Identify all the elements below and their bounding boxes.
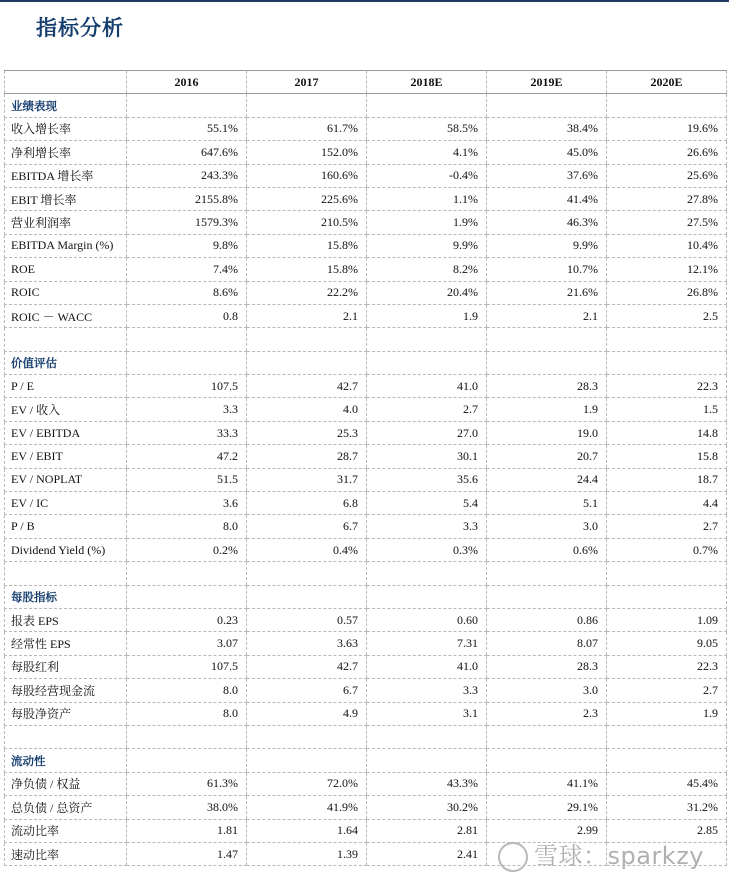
row-label: EBITDA 增长率: [5, 164, 127, 187]
table-cell: [247, 328, 367, 351]
table-cell: 1.1%: [367, 187, 487, 210]
table-header-row: [5, 71, 727, 94]
table-cell: 22.3: [607, 655, 727, 678]
table-cell: 72.0%: [247, 772, 367, 795]
table-cell: 0.7%: [607, 538, 727, 561]
table-cell: 25.3: [247, 421, 367, 444]
table-cell: 2.81: [367, 819, 487, 842]
table-cell: 9.9%: [487, 234, 607, 257]
table-row: [5, 258, 727, 281]
header-col-2016: 2016: [127, 71, 247, 94]
table-cell: 3.6: [127, 492, 247, 515]
table-cell: 25.6%: [607, 164, 727, 187]
table-row: [5, 632, 727, 655]
header-col-2018e: 2018E: [367, 71, 487, 94]
table-row: [5, 655, 727, 678]
section-title: 每股指标: [5, 585, 127, 608]
table-row: [5, 187, 727, 210]
table-cell: [247, 351, 367, 374]
table-cell: 1579.3%: [127, 211, 247, 234]
table-cell: 21.6%: [487, 281, 607, 304]
table-cell: 28.7: [247, 445, 367, 468]
table-cell: 27.0: [367, 421, 487, 444]
spacer-row: [5, 328, 727, 351]
table-cell: [607, 749, 727, 772]
table-cell: 0.60: [367, 608, 487, 631]
section-row: [5, 585, 727, 608]
table-cell: 29.1%: [487, 796, 607, 819]
table-cell: 107.5: [127, 655, 247, 678]
table-row: [5, 492, 727, 515]
table-cell: 35.6: [367, 468, 487, 491]
table-cell: [247, 585, 367, 608]
row-label: 净利增长率: [5, 141, 127, 164]
section-title: 流动性: [5, 749, 127, 772]
table-cell: 0.23: [127, 608, 247, 631]
table-cell: [367, 749, 487, 772]
row-label: ROIC － WACC: [5, 304, 127, 327]
table-cell: [367, 94, 487, 117]
table-cell: [247, 94, 367, 117]
table-cell: [607, 351, 727, 374]
table-cell: 0.3%: [367, 538, 487, 561]
table-cell: [607, 328, 727, 351]
top-rule: [0, 0, 729, 2]
table-cell: 28.3: [487, 375, 607, 398]
table-cell: 41.0: [367, 375, 487, 398]
table-cell: 46.3%: [487, 211, 607, 234]
table-cell: 42.7: [247, 375, 367, 398]
row-label: Dividend Yield (%): [5, 538, 127, 561]
spacer-row: [5, 725, 727, 748]
row-label: 流动比率: [5, 819, 127, 842]
table-cell: 4.0: [247, 398, 367, 421]
table-cell: [127, 585, 247, 608]
table-cell: 0.2%: [127, 538, 247, 561]
table-row: [5, 211, 727, 234]
table-row: [5, 468, 727, 491]
table-cell: 2.7: [607, 515, 727, 538]
table-cell: 152.0%: [247, 141, 367, 164]
table-cell: 1.9: [367, 304, 487, 327]
table-cell: 41.1%: [487, 772, 607, 795]
table-cell: 55.1%: [127, 117, 247, 140]
table-cell: 2.1: [247, 304, 367, 327]
row-label: 每股红利: [5, 655, 127, 678]
row-label: 速动比率: [5, 842, 127, 865]
table-cell: [487, 328, 607, 351]
table-cell: 1.9: [487, 398, 607, 421]
table-row: [5, 772, 727, 795]
table-cell: [487, 562, 607, 585]
table-cell: [487, 749, 607, 772]
row-label: 报表 EPS: [5, 608, 127, 631]
table-cell: 22.3: [607, 375, 727, 398]
spacer-row: [5, 562, 727, 585]
table-cell: 12.1%: [607, 258, 727, 281]
table-cell: 26.6%: [607, 141, 727, 164]
table-cell: 58.5%: [367, 117, 487, 140]
table-cell: 8.0: [127, 515, 247, 538]
row-label: 经常性 EPS: [5, 632, 127, 655]
table-row: [5, 421, 727, 444]
table-cell: 41.4%: [487, 187, 607, 210]
table-cell: 4.1%: [367, 141, 487, 164]
table-cell: 10.4%: [607, 234, 727, 257]
table-cell: 15.8%: [247, 258, 367, 281]
table-cell: 0.57: [247, 608, 367, 631]
table-row: [5, 281, 727, 304]
table-row: [5, 538, 727, 561]
row-label: [5, 328, 127, 351]
table-cell: 28.3: [487, 655, 607, 678]
table-cell: 9.9%: [367, 234, 487, 257]
table-cell: 5.1: [487, 492, 607, 515]
table-cell: 225.6%: [247, 187, 367, 210]
table-row: [5, 515, 727, 538]
table-cell: 1.9%: [367, 211, 487, 234]
table-row: [5, 608, 727, 631]
table-cell: 41.9%: [247, 796, 367, 819]
table-cell: 37.6%: [487, 164, 607, 187]
header-col-2019e: 2019E: [487, 71, 607, 94]
table-body: [5, 71, 727, 866]
table-cell: 27.5%: [607, 211, 727, 234]
table-cell: 6.8: [247, 492, 367, 515]
table-cell: 27.8%: [607, 187, 727, 210]
table-cell: 19.0: [487, 421, 607, 444]
table-cell: 1.39: [247, 842, 367, 865]
table-cell: [247, 749, 367, 772]
row-label: EBIT 增长率: [5, 187, 127, 210]
table-cell: [607, 585, 727, 608]
table-cell: 38.4%: [487, 117, 607, 140]
table-cell: 210.5%: [247, 211, 367, 234]
table-cell: 243.3%: [127, 164, 247, 187]
row-label: 每股净资产: [5, 702, 127, 725]
table-cell: 30.2%: [367, 796, 487, 819]
watermark-text: 雪球：sparkzy: [534, 842, 705, 870]
table-cell: [127, 351, 247, 374]
row-label: EV / EBITDA: [5, 421, 127, 444]
table-cell: 8.07: [487, 632, 607, 655]
table-cell: 61.3%: [127, 772, 247, 795]
header-corner: [5, 71, 127, 94]
row-label: [5, 562, 127, 585]
section-title: 价值评估: [5, 351, 127, 374]
row-label: ROIC: [5, 281, 127, 304]
header-col-2017: 2017: [247, 71, 367, 94]
table-row: [5, 445, 727, 468]
table-cell: 2.85: [607, 819, 727, 842]
table-cell: [367, 351, 487, 374]
table-cell: 3.0: [487, 679, 607, 702]
table-cell: 38.0%: [127, 796, 247, 819]
table-cell: [247, 725, 367, 748]
section-row: [5, 94, 727, 117]
row-label: P / E: [5, 375, 127, 398]
table-cell: [127, 328, 247, 351]
table-cell: 24.4: [487, 468, 607, 491]
table-cell: 9.05: [607, 632, 727, 655]
table-cell: [607, 562, 727, 585]
table-cell: 160.6%: [247, 164, 367, 187]
table-cell: 0.4%: [247, 538, 367, 561]
row-label: ROE: [5, 258, 127, 281]
row-label: EV / NOPLAT: [5, 468, 127, 491]
table-cell: 2.41: [367, 842, 487, 865]
table-cell: 14.8: [607, 421, 727, 444]
table-cell: 7.31: [367, 632, 487, 655]
table-row: [5, 117, 727, 140]
table-cell: 45.4%: [607, 772, 727, 795]
table-cell: [487, 725, 607, 748]
table-cell: 3.3: [127, 398, 247, 421]
table-cell: 61.7%: [247, 117, 367, 140]
table-cell: 1.9: [607, 702, 727, 725]
table-cell: 30.1: [367, 445, 487, 468]
table-row: [5, 304, 727, 327]
table-cell: 1.47: [127, 842, 247, 865]
table-cell: 9.8%: [127, 234, 247, 257]
table-row: [5, 164, 727, 187]
row-label: P / B: [5, 515, 127, 538]
row-label: EBITDA Margin (%): [5, 234, 127, 257]
table-cell: 5.4: [367, 492, 487, 515]
table-row: [5, 375, 727, 398]
table-cell: 18.7: [607, 468, 727, 491]
table-cell: 3.3: [367, 679, 487, 702]
watermark: [498, 836, 704, 872]
table-cell: 45.0%: [487, 141, 607, 164]
table-cell: [487, 585, 607, 608]
table-cell: 3.3: [367, 515, 487, 538]
table-cell: 47.2: [127, 445, 247, 468]
table-cell: 0.86: [487, 608, 607, 631]
table-cell: [487, 351, 607, 374]
table-cell: [367, 328, 487, 351]
table-cell: 19.6%: [607, 117, 727, 140]
table-cell: 1.5: [607, 398, 727, 421]
table-cell: 2155.8%: [127, 187, 247, 210]
header-col-2020e: 2020E: [607, 71, 727, 94]
table-row: [5, 679, 727, 702]
table-cell: 2.3: [487, 702, 607, 725]
table-cell: 8.2%: [367, 258, 487, 281]
table-row: [5, 234, 727, 257]
table-cell: 0.6%: [487, 538, 607, 561]
table-cell: 1.09: [607, 608, 727, 631]
table-cell: 2.5: [607, 304, 727, 327]
table-cell: 3.0: [487, 515, 607, 538]
table-cell: [367, 725, 487, 748]
row-label: 收入增长率: [5, 117, 127, 140]
row-label: 每股经营现金流: [5, 679, 127, 702]
table-cell: [127, 94, 247, 117]
table-cell: 647.6%: [127, 141, 247, 164]
indicator-table: [4, 70, 727, 866]
row-label: 总负债 / 总资产: [5, 796, 127, 819]
section-row: [5, 749, 727, 772]
table-cell: [127, 562, 247, 585]
table-cell: 6.7: [247, 679, 367, 702]
table-cell: 0.8: [127, 304, 247, 327]
table-cell: 4.9: [247, 702, 367, 725]
snowball-logo-icon: [498, 842, 528, 872]
table-cell: [127, 725, 247, 748]
table-row: [5, 702, 727, 725]
table-cell: 1.81: [127, 819, 247, 842]
table-cell: [487, 94, 607, 117]
table-row: [5, 796, 727, 819]
table-cell: 7.4%: [127, 258, 247, 281]
section-title: 业绩表现: [5, 94, 127, 117]
table-cell: 8.6%: [127, 281, 247, 304]
table-cell: 2.7: [607, 679, 727, 702]
table-cell: 1.64: [247, 819, 367, 842]
table-cell: [367, 585, 487, 608]
table-row: [5, 398, 727, 421]
table-cell: 3.63: [247, 632, 367, 655]
table-cell: 33.3: [127, 421, 247, 444]
table-cell: 10.7%: [487, 258, 607, 281]
table-cell: 2.1: [487, 304, 607, 327]
table-cell: 20.7: [487, 445, 607, 468]
table-cell: [127, 749, 247, 772]
table-cell: 6.7: [247, 515, 367, 538]
table-cell: 51.5: [127, 468, 247, 491]
table-cell: 42.7: [247, 655, 367, 678]
table-cell: 2.99: [487, 819, 607, 842]
table-cell: 15.8: [607, 445, 727, 468]
table-cell: 20.4%: [367, 281, 487, 304]
table-cell: 31.2%: [607, 796, 727, 819]
table-cell: 22.2%: [247, 281, 367, 304]
table-cell: 26.8%: [607, 281, 727, 304]
table-cell: 3.07: [127, 632, 247, 655]
table-cell: [607, 94, 727, 117]
table-cell: -0.4%: [367, 164, 487, 187]
table-cell: [607, 725, 727, 748]
row-label: 净负债 / 权益: [5, 772, 127, 795]
row-label: [5, 725, 127, 748]
row-label: EV / 收入: [5, 398, 127, 421]
table-cell: [367, 562, 487, 585]
table-cell: 8.0: [127, 679, 247, 702]
table-cell: 8.0: [127, 702, 247, 725]
table-cell: 31.7: [247, 468, 367, 491]
page-title: 指标分析: [36, 16, 124, 40]
section-row: [5, 351, 727, 374]
table-cell: 43.3%: [367, 772, 487, 795]
table-row: [5, 141, 727, 164]
table-cell: 2.7: [367, 398, 487, 421]
table-cell: 3.1: [367, 702, 487, 725]
row-label: 营业利润率: [5, 211, 127, 234]
table-cell: 15.8%: [247, 234, 367, 257]
row-label: EV / EBIT: [5, 445, 127, 468]
row-label: EV / IC: [5, 492, 127, 515]
table-cell: 107.5: [127, 375, 247, 398]
table-cell: 41.0: [367, 655, 487, 678]
table-cell: [247, 562, 367, 585]
table-cell: 4.4: [607, 492, 727, 515]
